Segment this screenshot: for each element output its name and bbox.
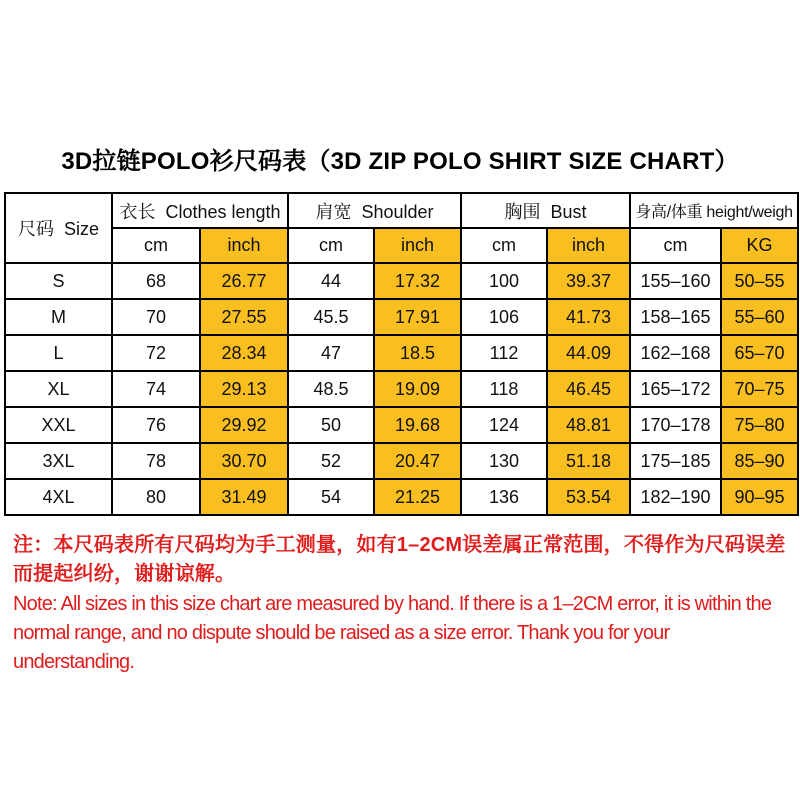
value-cell: 17.32 bbox=[374, 263, 461, 299]
unit-header-cm: cm bbox=[288, 228, 374, 263]
value-cell: 100 bbox=[461, 263, 547, 299]
table-row bbox=[5, 299, 798, 335]
value-cell: 65–70 bbox=[721, 335, 798, 371]
value-cell: 50–55 bbox=[721, 263, 798, 299]
value-cell: 19.68 bbox=[374, 407, 461, 443]
value-cell: 106 bbox=[461, 299, 547, 335]
value-cell: 47 bbox=[288, 335, 374, 371]
value-cell: 51.18 bbox=[547, 443, 630, 479]
value-cell: 75–80 bbox=[721, 407, 798, 443]
value-cell: 165–172 bbox=[630, 371, 721, 407]
size-cell: S bbox=[5, 263, 112, 299]
header-group-clothes-length: 衣长 Clothes length bbox=[112, 193, 288, 228]
value-cell: 72 bbox=[112, 335, 200, 371]
value-cell: 45.5 bbox=[288, 299, 374, 335]
value-cell: 162–168 bbox=[630, 335, 721, 371]
value-cell: 48.81 bbox=[547, 407, 630, 443]
value-cell: 155–160 bbox=[630, 263, 721, 299]
value-cell: 158–165 bbox=[630, 299, 721, 335]
size-cell: L bbox=[5, 335, 112, 371]
value-cell: 28.34 bbox=[200, 335, 288, 371]
header-group-bust: 胸围 Bust bbox=[461, 193, 630, 228]
value-cell: 70–75 bbox=[721, 371, 798, 407]
table-row bbox=[5, 479, 798, 515]
value-cell: 70 bbox=[112, 299, 200, 335]
value-cell: 41.73 bbox=[547, 299, 630, 335]
value-cell: 20.47 bbox=[374, 443, 461, 479]
value-cell: 19.09 bbox=[374, 371, 461, 407]
unit-header-cm: cm bbox=[112, 228, 200, 263]
value-cell: 44 bbox=[288, 263, 374, 299]
value-cell: 130 bbox=[461, 443, 547, 479]
value-cell: 29.92 bbox=[200, 407, 288, 443]
value-cell: 30.70 bbox=[200, 443, 288, 479]
value-cell: 31.49 bbox=[200, 479, 288, 515]
value-cell: 74 bbox=[112, 371, 200, 407]
value-cell: 39.37 bbox=[547, 263, 630, 299]
value-cell: 112 bbox=[461, 335, 547, 371]
value-cell: 90–95 bbox=[721, 479, 798, 515]
value-cell: 85–90 bbox=[721, 443, 798, 479]
value-cell: 170–178 bbox=[630, 407, 721, 443]
value-cell: 78 bbox=[112, 443, 200, 479]
value-cell: 50 bbox=[288, 407, 374, 443]
page-title: 3D拉链POLO衫尺码表（3D ZIP POLO SHIRT SIZE CHART） bbox=[61, 148, 739, 175]
value-cell: 44.09 bbox=[547, 335, 630, 371]
note-chinese: 注：本尺码表所有尺码均为手工测量，如有1–2CM误差属正常范围，不得作为尺码误差而提起纠纷，谢谢谅解。 bbox=[13, 534, 786, 585]
value-cell: 21.25 bbox=[374, 479, 461, 515]
table-row bbox=[5, 407, 798, 443]
value-cell: 52 bbox=[288, 443, 374, 479]
header-size: 尺码 Size bbox=[5, 193, 112, 263]
table-row bbox=[5, 263, 798, 299]
value-cell: 80 bbox=[112, 479, 200, 515]
table-row bbox=[5, 443, 798, 479]
unit-header-cm: cm bbox=[461, 228, 547, 263]
note-english: Note: All sizes in this size chart are measured by hand. If there is a 1–2CM error, it is within the normal range, and no dispute should be raised as a size error. Thank you for your understanding. bbox=[13, 593, 772, 673]
size-cell: 4XL bbox=[5, 479, 112, 515]
value-cell: 29.13 bbox=[200, 371, 288, 407]
value-cell: 46.45 bbox=[547, 371, 630, 407]
size-cell: XXL bbox=[5, 407, 112, 443]
value-cell: 136 bbox=[461, 479, 547, 515]
value-cell: 53.54 bbox=[547, 479, 630, 515]
unit-header-inch: inch bbox=[547, 228, 630, 263]
value-cell: 68 bbox=[112, 263, 200, 299]
value-cell: 118 bbox=[461, 371, 547, 407]
header-group-row bbox=[5, 193, 798, 228]
value-cell: 175–185 bbox=[630, 443, 721, 479]
size-cell: 3XL bbox=[5, 443, 112, 479]
unit-header-cm: cm bbox=[630, 228, 721, 263]
header-group-height-weight: 身高/体重 height/weigh bbox=[630, 193, 798, 228]
value-cell: 48.5 bbox=[288, 371, 374, 407]
value-cell: 76 bbox=[112, 407, 200, 443]
unit-header-inch: inch bbox=[200, 228, 288, 263]
value-cell: 26.77 bbox=[200, 263, 288, 299]
table-row bbox=[5, 371, 798, 407]
unit-header-kg: KG bbox=[721, 228, 798, 263]
unit-header-inch: inch bbox=[374, 228, 461, 263]
table-row bbox=[5, 335, 798, 371]
value-cell: 182–190 bbox=[630, 479, 721, 515]
value-cell: 54 bbox=[288, 479, 374, 515]
size-cell: XL bbox=[5, 371, 112, 407]
header-group-shoulder: 肩宽 Shoulder bbox=[288, 193, 461, 228]
value-cell: 55–60 bbox=[721, 299, 798, 335]
value-cell: 17.91 bbox=[374, 299, 461, 335]
size-chart-table bbox=[4, 192, 799, 516]
value-cell: 18.5 bbox=[374, 335, 461, 371]
header-unit-row bbox=[5, 228, 798, 263]
size-cell: M bbox=[5, 299, 112, 335]
value-cell: 124 bbox=[461, 407, 547, 443]
value-cell: 27.55 bbox=[200, 299, 288, 335]
